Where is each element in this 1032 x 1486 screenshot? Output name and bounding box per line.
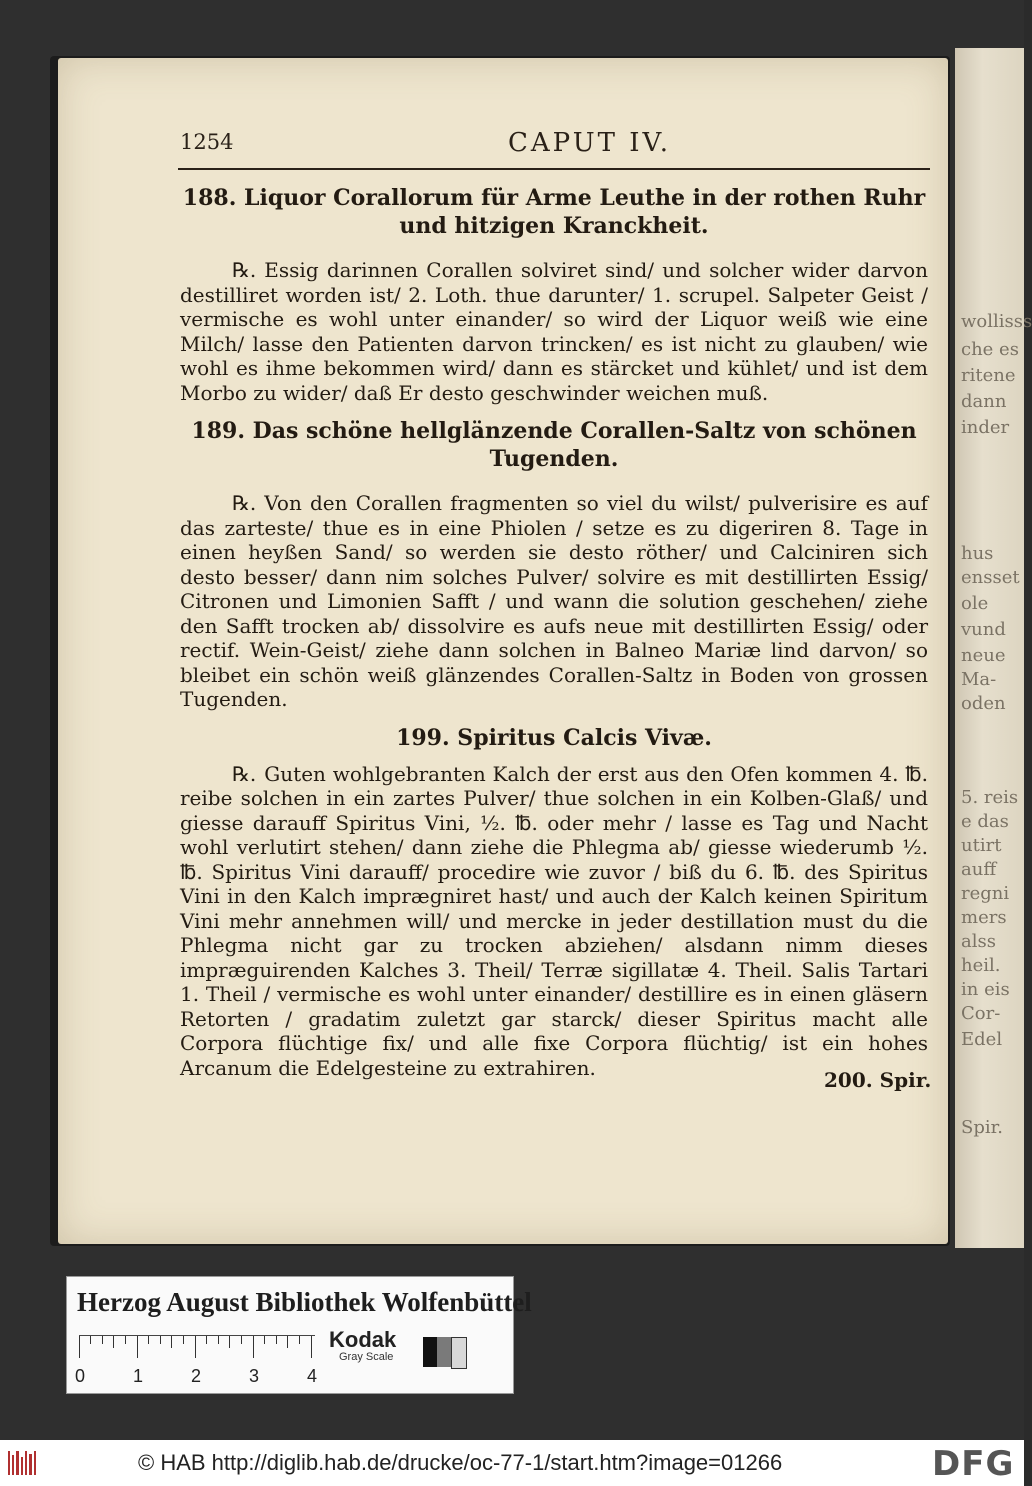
- facing-fragment: wollisss: [961, 311, 1032, 332]
- facing-fragment: mers: [961, 907, 1007, 928]
- institution-name: Herzog August Bibliothek Wolfenbüttel: [77, 1287, 532, 1317]
- facing-fragment: neue: [961, 645, 1006, 666]
- recipe-symbol: ℞.: [232, 761, 257, 786]
- ruler-tick: [299, 1336, 300, 1344]
- ruler-tick: [171, 1336, 172, 1348]
- facing-fragment: Edel: [961, 1029, 1003, 1050]
- facing-fragment: Cor-: [961, 1003, 1001, 1024]
- ruler-tick: [160, 1336, 161, 1344]
- facing-fragment: heil.: [961, 955, 1001, 976]
- ruler-tick: [276, 1336, 277, 1344]
- ruler-number: 4: [307, 1366, 318, 1386]
- facing-fragment: vund: [961, 619, 1006, 640]
- ruler-tick: [113, 1336, 114, 1348]
- facing-fragment: ole: [961, 593, 989, 614]
- facing-fragment: ensset: [961, 567, 1020, 588]
- section-heading: 199. Spiritus Calcis Vivæ.: [396, 724, 712, 751]
- gray-swatch-light: [451, 1337, 467, 1369]
- facing-fragment: Spir.: [961, 1117, 1003, 1138]
- facing-page-edge: [955, 48, 1032, 1248]
- facing-fragment: auff: [961, 859, 997, 880]
- barcode-icon: [8, 1449, 38, 1477]
- catchword: 200. Spir.: [824, 1068, 932, 1092]
- section-body: [180, 491, 928, 712]
- ruler-number: 0: [75, 1366, 86, 1386]
- ruler-tick: [287, 1336, 288, 1348]
- ruler-tick: [79, 1336, 80, 1358]
- gray-swatch-black: [423, 1337, 437, 1367]
- ruler-tick: [264, 1336, 265, 1344]
- facing-fragment: e das: [961, 811, 1009, 832]
- ruler-tick: [241, 1336, 242, 1344]
- copyright-link[interactable]: © HAB http://diglib.hab.de/drucke/oc-77-1/start.htm?image=01266: [138, 1450, 783, 1475]
- page-text: [180, 180, 928, 1092]
- facing-fragment: utirt: [961, 835, 1002, 856]
- ruler-number: 3: [249, 1366, 260, 1386]
- ruler-tick: [102, 1336, 103, 1344]
- ruler-tick: [311, 1336, 312, 1358]
- section-text: Guten wohlgebranten Kalch der erst aus den Ofen kommen 4. ℔. reibe solchen in ein zartes Pulver/ thue solchen in ein Kolben-Glaß/ und giesse darauff Spiritus Vini, ½. ℔. oder mehr / lasse es Tag und Nacht wohl verlutirt stehen/ dann ziehe die Phlegma ab/ giesse wiederumb ½. ℔. Spiritus Vini darauff/ procedire wie zuvor / biß du 6. ℔. des Spiritus Vini in den Kalch imprægniret hast/ und auch der Kalch keinen Spiritum Vini mehr annehmen will/ und mercke in jeder destillation must du die Phlegma nicht gar zu trocken abziehen/ alsdann nimm dieses impræguirenden Kalches 3. Theil/ Terræ sigillatæ 4. Theil. Salis Tartari 1. Theil / vermische es wohl unter einander/ destillire es in einen gläsern Retorten / gradatim zuletzt gar starck/ dieser Spiritus macht alle Corpora flüchtige fix/ und alle fixe Corpora flüchtig/ ist ein hohes Arcanum die Edelgesteine zu extrahiren.: [180, 761, 928, 1080]
- facing-fragment: che es: [961, 339, 1019, 360]
- facing-fragment: hus: [961, 543, 994, 564]
- facing-fragment: inder: [961, 417, 1010, 438]
- ruler-tick: [253, 1336, 254, 1358]
- ruler-tick: [195, 1336, 196, 1358]
- facing-fragment: Ma-: [961, 669, 997, 690]
- section-heading: 188. Liquor Corallorum für Arme Leuthe in der rothen Ruhr und hitzigen Kranckheit.: [182, 185, 926, 239]
- page-number: 1254: [180, 130, 234, 154]
- chapter-title: CAPUT IV.: [508, 128, 671, 158]
- ruler-tick: [183, 1336, 184, 1344]
- footer-bar: [0, 1440, 1024, 1486]
- running-head: [178, 128, 930, 170]
- ruler-tick: [229, 1336, 230, 1348]
- ruler-number: 2: [191, 1366, 202, 1386]
- gray-swatch-mid: [437, 1337, 451, 1367]
- ruler-tick: [137, 1336, 138, 1358]
- section-text: Von den Corallen fragmenten so viel du wilst/ pulverisire es auf das zarteste/ thue es in eine Phiolen / setze es zu digeriren 8. Tage in einen heyßen Sand/ so werden sie desto röther/ und Calciniren sich desto besser/ dann nim solches Pulver/ solvire es mit destillirten Essig/ Citronen und Limonien Safft / und wann die solution geschehen/ ziehe den Safft trocken ab/ dissolvire es aufs neue mit destillirten Essig/ oder rectif. Wein-Geist/ ziehe dann solchen in Balneo Mariæ lind darvon/ so bleibet ein schön weiß glänzendes Corallen-Saltz in Boden von grossen Tugenden.: [180, 491, 928, 711]
- dfg-logo: DFG: [932, 1444, 1015, 1484]
- facing-fragment: dann: [961, 391, 1007, 412]
- facing-fragment: oden: [961, 693, 1006, 714]
- facing-fragment: ritene: [961, 365, 1016, 386]
- ruler-tick: [90, 1336, 91, 1344]
- measurement-ruler: [75, 1335, 318, 1386]
- kodak-brand: Kodak: [329, 1327, 397, 1352]
- section-heading: 189. Das schöne hellglänzende Corallen-Saltz von schönen Tugenden.: [191, 418, 917, 472]
- facing-fragment: in eis: [961, 979, 1010, 1000]
- section-text: Essig darinnen Corallen solviret sind/ und solcher wider darvon destilliret worden ist/ 2. Loth. thue darunter/ 1. scrupel. Salpeter Geist / vermische es wohl unter einander/ so wird der Liquor weiß wie eine Milch/ lasse den Patienten darvon trincken/ es ist nicht zu glauben/ wie wohl es ihme bekommen wird/ dann es stärcket und kühlet/ und ist dem Morbo zu wider/ daß Er desto geschwinder weichen muß.: [180, 258, 928, 405]
- ruler-tick: [206, 1336, 207, 1344]
- facing-fragment: 5. reis: [961, 787, 1019, 808]
- facing-fragment: alss: [961, 931, 996, 952]
- recipe-symbol: ℞.: [232, 258, 257, 282]
- section-body: [180, 762, 928, 1081]
- gray-scale-caption: Gray Scale: [339, 1351, 394, 1363]
- ruler-tick: [125, 1336, 126, 1344]
- ruler-tick: [148, 1336, 149, 1344]
- ruler-number: 1: [133, 1366, 144, 1386]
- facing-fragment: regni: [961, 883, 1010, 904]
- ruler-tick: [218, 1336, 219, 1344]
- recipe-symbol: ℞.: [232, 491, 257, 515]
- color-calibration-label: [66, 1276, 532, 1394]
- section-body: [180, 258, 928, 405]
